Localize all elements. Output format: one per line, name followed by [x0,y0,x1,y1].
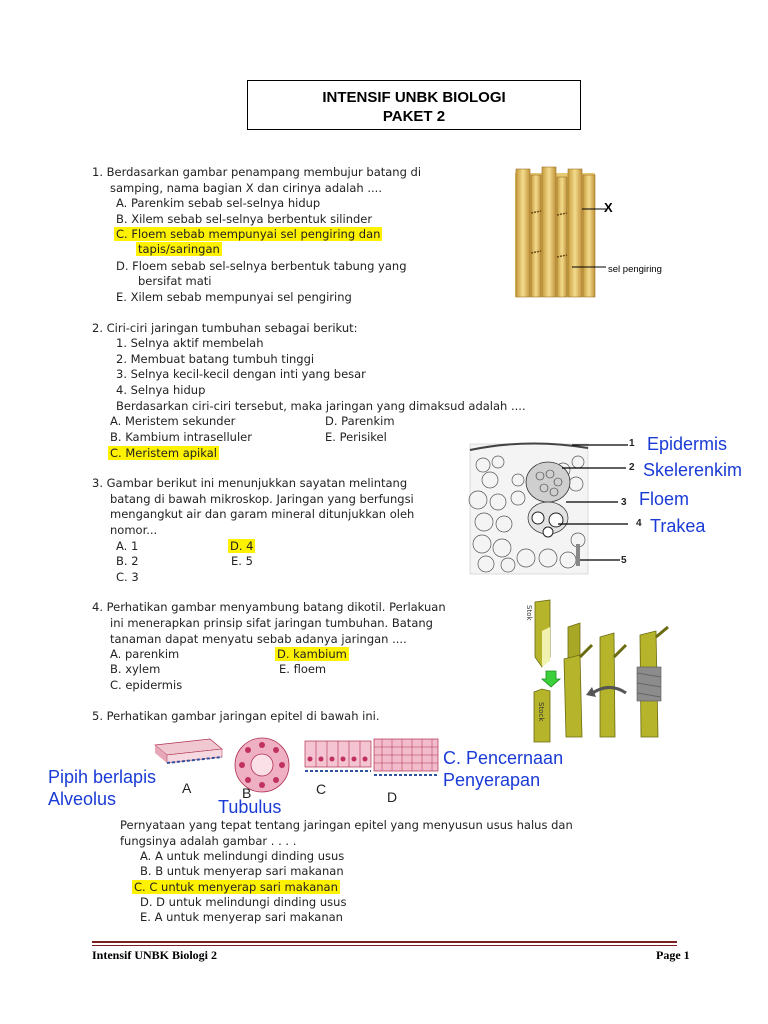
q1-option-a: A. Parenkim sebab sel-selnya hidup [116,196,321,210]
q3-option-c: C. 3 [116,570,139,584]
q1-option-e: E. Xilem sebab mempunyai sel pengiring [116,290,352,304]
annotation-floem: Floem [639,489,690,509]
epithelium-figure [150,735,442,807]
q3-option-a: A. 1 [116,539,139,553]
q5-option-e: E. A untuk menyerap sari makanan [140,910,343,924]
q1-stem-line1: 1. Berdasarkan gambar penampang membujur batang di [92,165,422,179]
grafting-figure [520,597,680,745]
q3-stem-line4: nomor... [110,523,158,537]
q5-question-line1: Pernyataan yang tepat tentang jaringan epitel yang menyusun usus halus dan [120,818,573,832]
q4-stem-line1: 4. Perhatikan gambar menyambung batang dikotil. Perlakuan [92,600,446,614]
q1-option-c-line1: C. Floem sebab mempunyai sel pengiring dan [116,227,381,241]
annotation-penyerapan: Penyerapan [443,770,541,790]
q2-item-1: 1. Selnya aktif membelah [116,336,264,350]
q5-option-b: B. B untuk menyerap sari makanan [140,864,344,878]
annotation-skelerenkim: Skelerenkim [643,460,743,480]
footer-rule-thick [92,941,677,943]
q3-option-d: D. 4 [230,539,254,553]
q3-option-b: B. 2 [116,554,139,568]
q1-option-b: B. Xilem sebab sel-selnya berbentuk silinder [116,212,373,226]
q5-option-c: C. C untuk menyerap sari makanan [134,880,338,894]
q2-option-a: A. Meristem sekunder [110,414,236,428]
annotation-epidermis: Epidermis [647,434,728,454]
fig-number-5: 5 [621,555,627,566]
q4-option-d: D. kambium [277,647,347,661]
q5-question-line2: fungsinya adalah gambar . . . . [120,834,297,848]
stem-cross-section-figure [468,440,643,578]
page-title: INTENSIF UNBK BIOLOGI [322,89,506,106]
q3-stem-line2: batang di bawah mikroskop. Jaringan yang berfungsi [110,492,414,506]
q2-option-c: C. Meristem apikal [110,446,217,460]
fig-number-1: 1 [629,438,635,449]
annotation-trakea: Trakea [650,516,706,536]
stem-longitudinal-figure [510,165,710,300]
footer-rule-thin [92,945,677,946]
annotation-c-pencernaan: C. Pencernaan [443,748,564,768]
q2-option-b: B. Kambium intraselluler [110,430,252,444]
fig-label-stok: Stok [525,605,533,621]
q1-option-c-line2: tapis/saringan [138,242,220,256]
fig-number-4: 4 [636,518,642,529]
q4-stem-line2: ini menerapkan prinsip sifat jaringan tumbuhan. Batang [110,616,433,630]
q3-stem-line3: mengangkut air dan garam mineral ditunjukkan oleh [110,507,415,521]
q3-stem-line1: 3. Gambar berikut ini menunjukkan sayatan melintang [92,476,408,490]
q3-option-e: E. 5 [231,554,253,568]
fig-label-stock: Stock [537,702,545,722]
q2-stem: 2. Ciri-ciri jaringan tumbuhan sebagai berikut: [92,321,358,335]
footer-page-number: Page 1 [656,948,690,962]
q4-option-b: B. xylem [110,662,161,676]
fig-letter-c: C [316,781,327,797]
q2-item-3: 3. Selnya kecil-kecil dengan inti yang besar [116,367,366,381]
q2-option-e: E. Perisikel [325,430,387,444]
q5-stem: 5. Perhatikan gambar jaringan epitel di bawah ini. [92,709,380,723]
fig-letter-a: A [182,780,192,796]
annotation-tubulus: Tubulus [218,797,282,817]
q2-item-2: 2. Membuat batang tumbuh tinggi [116,352,315,366]
q1-stem-line2: samping, nama bagian X dan cirinya adalah .... [110,181,382,195]
fig-letter-d: D [387,789,398,805]
annotation-alveolus: Alveolus [48,789,117,809]
q1-option-d-line2: bersifat mati [138,274,212,288]
q2-question: Berdasarkan ciri-ciri tersebut, maka jaringan yang dimaksud adalah .... [116,399,526,413]
q4-option-c: C. epidermis [110,678,183,692]
page-title-box [247,80,581,130]
q4-option-e: E. floem [279,662,327,676]
fig-number-3: 3 [621,497,627,508]
page-subtitle: PAKET 2 [382,108,446,125]
q2-item-4: 4. Selnya hidup [116,383,206,397]
q4-option-a: A. parenkim [110,647,180,661]
fig-number-2: 2 [629,462,635,473]
fig-label-sel-pengiring: sel pengiring [608,264,662,275]
fig-label-x: X [604,200,613,215]
annotation-pipih-berlapis: Pipih berlapis [48,767,157,787]
q1-option-d-line1: D. Floem sebab sel-selnya berbentuk tabung yang [116,259,407,273]
q5-option-d: D. D untuk melindungi dinding usus [140,895,347,909]
q2-option-d: D. Parenkim [325,414,395,428]
q5-option-a: A. A untuk melindungi dinding usus [140,849,345,863]
q4-stem-line3: tanaman dapat menyatu sebab adanya jaringan .... [110,632,407,646]
footer-title: Intensif UNBK Biologi 2 [92,948,218,962]
fig-letter-b: B [242,785,252,801]
